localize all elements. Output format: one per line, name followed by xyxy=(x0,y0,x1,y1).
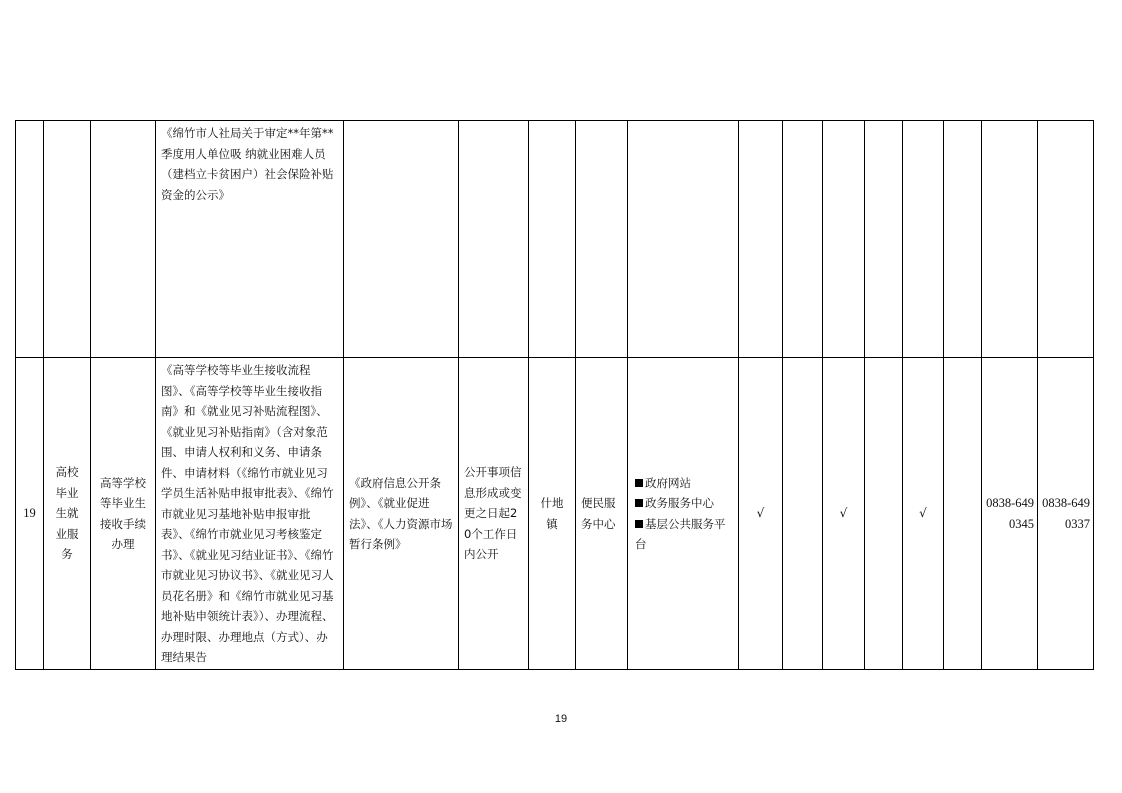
category-text: 高校毕业生就业服务 xyxy=(55,465,79,562)
channel-item: 基层公共服务平台 xyxy=(635,516,726,551)
cell-empty xyxy=(529,121,576,358)
subject-text: 什地镇 xyxy=(540,496,564,531)
item-text: 高等学校等毕业生接收手续办理 xyxy=(100,475,146,551)
cell-subject xyxy=(529,358,576,670)
check-mark-icon: √ xyxy=(756,506,765,521)
cell-basis xyxy=(344,358,459,670)
cell-empty xyxy=(903,121,944,358)
phone-2-text: 0838-6490337 xyxy=(1042,495,1090,531)
policy-table xyxy=(15,120,1094,670)
cell-empty xyxy=(865,358,903,670)
cell-empty xyxy=(783,358,823,670)
cell-empty xyxy=(944,358,982,670)
channel-list xyxy=(628,473,738,555)
channel-item: 政务服务中心 xyxy=(635,493,734,514)
cell-empty xyxy=(344,121,459,358)
cell-empty xyxy=(44,121,91,358)
cell-check xyxy=(823,358,865,670)
checkbox-filled-icon xyxy=(635,520,643,528)
cell-channels xyxy=(628,358,739,670)
table-row xyxy=(16,121,1094,358)
cell-category xyxy=(44,358,91,670)
cell-empty xyxy=(982,121,1038,358)
cell-empty xyxy=(91,121,156,358)
table-row xyxy=(16,358,1094,670)
cell-publicity-content xyxy=(156,121,344,358)
cell-check xyxy=(903,358,944,670)
cell-check xyxy=(739,358,783,670)
cell-index xyxy=(16,358,44,670)
channel-item: 政府网站 xyxy=(635,473,734,494)
cell-empty xyxy=(865,121,903,358)
cell-empty xyxy=(783,121,823,358)
checkbox-filled-icon xyxy=(635,499,643,507)
publicity-content-text: 《高等学校等毕业生接收流程图》、《高等学校等毕业生接收指南》和《就业见习补贴流程图》、《就业见习补贴指南》（含对象范围、申请人权利和义务、申请条件、申请材料（《绵竹市就业见习学员生活补贴申报审批表》、《绵竹市就业见习基地补贴申报审批表》、《绵竹市就业见习考核鉴定书》、《就业见习结业证书》、《绵竹市就业见习协议书》、《就业见习人员花名册》和《绵竹市就业见习基地补贴申领统计表》）、办理流程、办理时限、办理地点（方式）、办理结果告 xyxy=(161,363,334,664)
cell-empty xyxy=(16,121,44,358)
object-text: 便民服务中心 xyxy=(581,496,616,531)
basis-text: 《政府信息公开条例》、《就业促进法》、《人力资源市场暂行条例》 xyxy=(349,475,453,551)
cell-empty xyxy=(823,121,865,358)
phone-1-text: 0838-6490345 xyxy=(986,495,1034,531)
cell-empty xyxy=(576,121,628,358)
checkbox-filled-icon xyxy=(635,479,643,487)
cell-empty xyxy=(628,121,739,358)
cell-phone-2 xyxy=(1038,358,1094,670)
cell-time-limit xyxy=(459,358,529,670)
cell-empty xyxy=(739,121,783,358)
cell-publicity-content xyxy=(156,358,344,670)
check-mark-icon: √ xyxy=(839,506,848,521)
publicity-content-text: 《绵竹市人社局关于审定**年第**季度用人单位吸 纳就业困难人员（建档立卡贫困户）社会保险补贴资金的公示》 xyxy=(161,126,334,202)
cell-object xyxy=(576,358,628,670)
cell-empty xyxy=(459,121,529,358)
page-number: 19 xyxy=(554,713,568,725)
row-index: 19 xyxy=(23,506,36,521)
cell-empty xyxy=(1038,121,1094,358)
check-mark-icon: √ xyxy=(919,506,927,521)
cell-phone-1 xyxy=(982,358,1038,670)
cell-item xyxy=(91,358,156,670)
time-limit-text: 公开事项信息形成或变更之日起20个工作日内公开 xyxy=(464,465,522,562)
cell-empty xyxy=(944,121,982,358)
